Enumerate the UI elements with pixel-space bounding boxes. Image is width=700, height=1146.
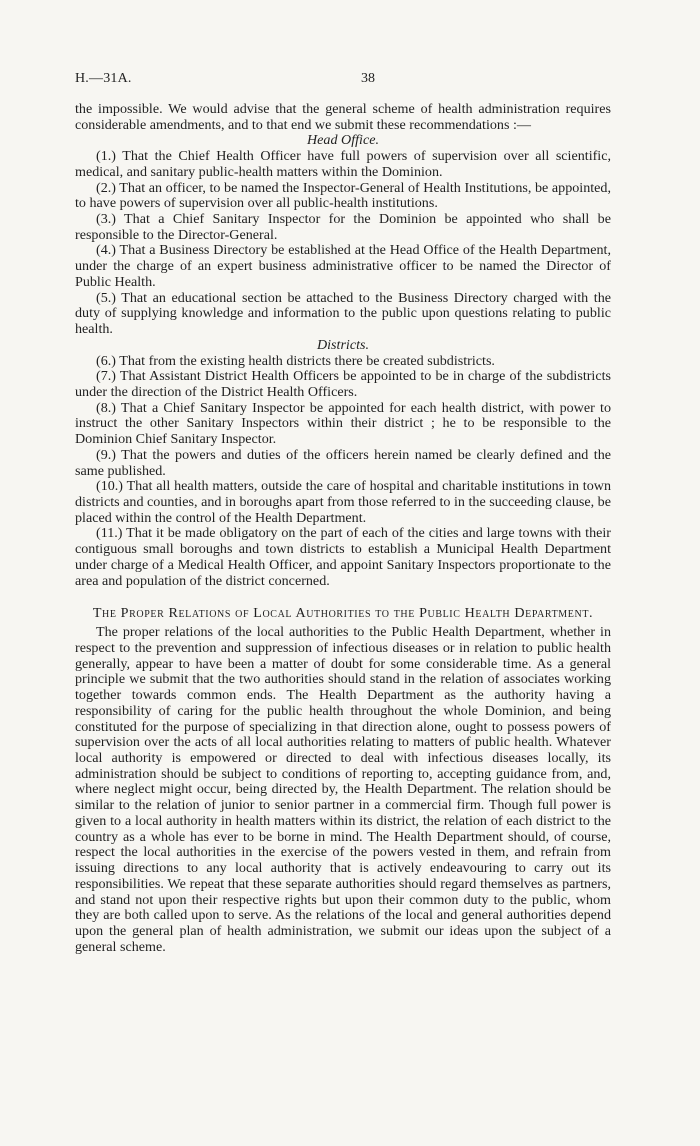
page-number: 38: [361, 71, 375, 86]
recommendation-item: (9.) That the powers and duties of the officers herein named be clearly defined and the same published.: [75, 446, 611, 479]
section-paragraph: The proper relations of the local authorities to the Public Health Department, whether in respect to the prevention and suppression of infectious diseases or in relation to public health generally, appear to have been a matter of doubt for some considerable time. As a general principle we submit that the two authorities should stand in the relation of associates working together towards common ends. The Health Department as the authority having a responsibility of caring for the public health throughout the whole Dominion, and being constituted for the purpose of specializing in that direction alone, ought to possess powers of supervision over the acts of all local authorities relating to matters of public health. Whatever local authority is empowered or directed to deal with infectious diseases locally, its administration should be subject to conditions of reporting to, accepting guidance from, and, where neglect might occur, being directed by, the Health Department. The relation should be similar to the relation of junior to senior partner in a commercial firm. Though full power is given to a local authority in health matters within its district, the relation of each district to the country as a whole has ever to be borne in mind. The Health Department should, of course, respect the local authorities in the exercise of the powers vested in them, and refrain from issuing directions to any local authority that is actively endeavouring to carry out its responsibilities. We repeat that these separate authorities should regard themselves as partners, and stand not upon their respective rights but upon their common duty to the public, whom they are both called upon to serve. As the relations of the local and general authorities depend upon the general plan of health administration, we submit our ideas upon the subject of a general scheme.: [75, 624, 611, 955]
page-header: [75, 70, 615, 88]
recommendation-item: (4.) That a Business Directory be established at the Head Office of the Health Department, under the charge of an expert business administrative officer to be named the Director of Public Health.: [75, 242, 611, 290]
recommendation-item: (6.) That from the existing health districts there be created subdistricts.: [96, 352, 495, 369]
districts-heading: Districts.: [316, 336, 370, 353]
document-reference: H.—31A.: [75, 71, 132, 86]
recommendation-item: (8.) That a Chief Sanitary Inspector be appointed for each health district, with power to instruct the other Sanitary Inspectors within their district ; he to be responsible to the Dominion Chief Sanitary Inspector.: [75, 399, 611, 448]
head-office-heading: Head Office.: [306, 132, 379, 149]
section-title: The Proper Relations of Local Authorities to the Public Health Department.: [92, 605, 594, 622]
intro-paragraph: the impossible. We would advise that the general scheme of health administration requires considerable amendments, and to that end we submit these recommendations :—: [75, 101, 611, 133]
recommendation-item: (2.) That an officer, to be named the Inspector-General of Health Institutions, be appointed, to have powers of supervision over all public-health institutions.: [75, 179, 611, 212]
recommendation-item: (7.) That Assistant District Health Officers be appointed to be in charge of the subdistricts under the direction of the District Health Officers.: [75, 368, 611, 400]
document-body: [75, 102, 611, 955]
recommendation-item: (11.) That it be made obligatory on the part of each of the cities and large towns with their contiguous small boroughs and town districts to establish a Municipal Health Department under charge of a Medical Health Officer, and appoint Sanitary Inspectors proportionate to the area and population of the district concerned.: [75, 525, 611, 589]
recommendation-item: (3.) That a Chief Sanitary Inspector for the Dominion be appointed who shall be responsible to the Director-General.: [75, 211, 611, 243]
recommendation-item: (1.) That the Chief Health Officer have full powers of supervision over all scientific, medical, and sanitary public-health matters within the Dominion.: [75, 148, 611, 180]
recommendation-item: (5.) That an educational section be attached to the Business Directory charged with the duty of supplying knowledge and information to the public upon questions relating to public health.: [75, 289, 611, 338]
recommendation-item: (10.) That all health matters, outside the care of hospital and charitable institutions in town districts and counties, and in boroughs apart from those referred to in the succeeding clause, be placed within the control of the Health Department.: [75, 478, 611, 526]
